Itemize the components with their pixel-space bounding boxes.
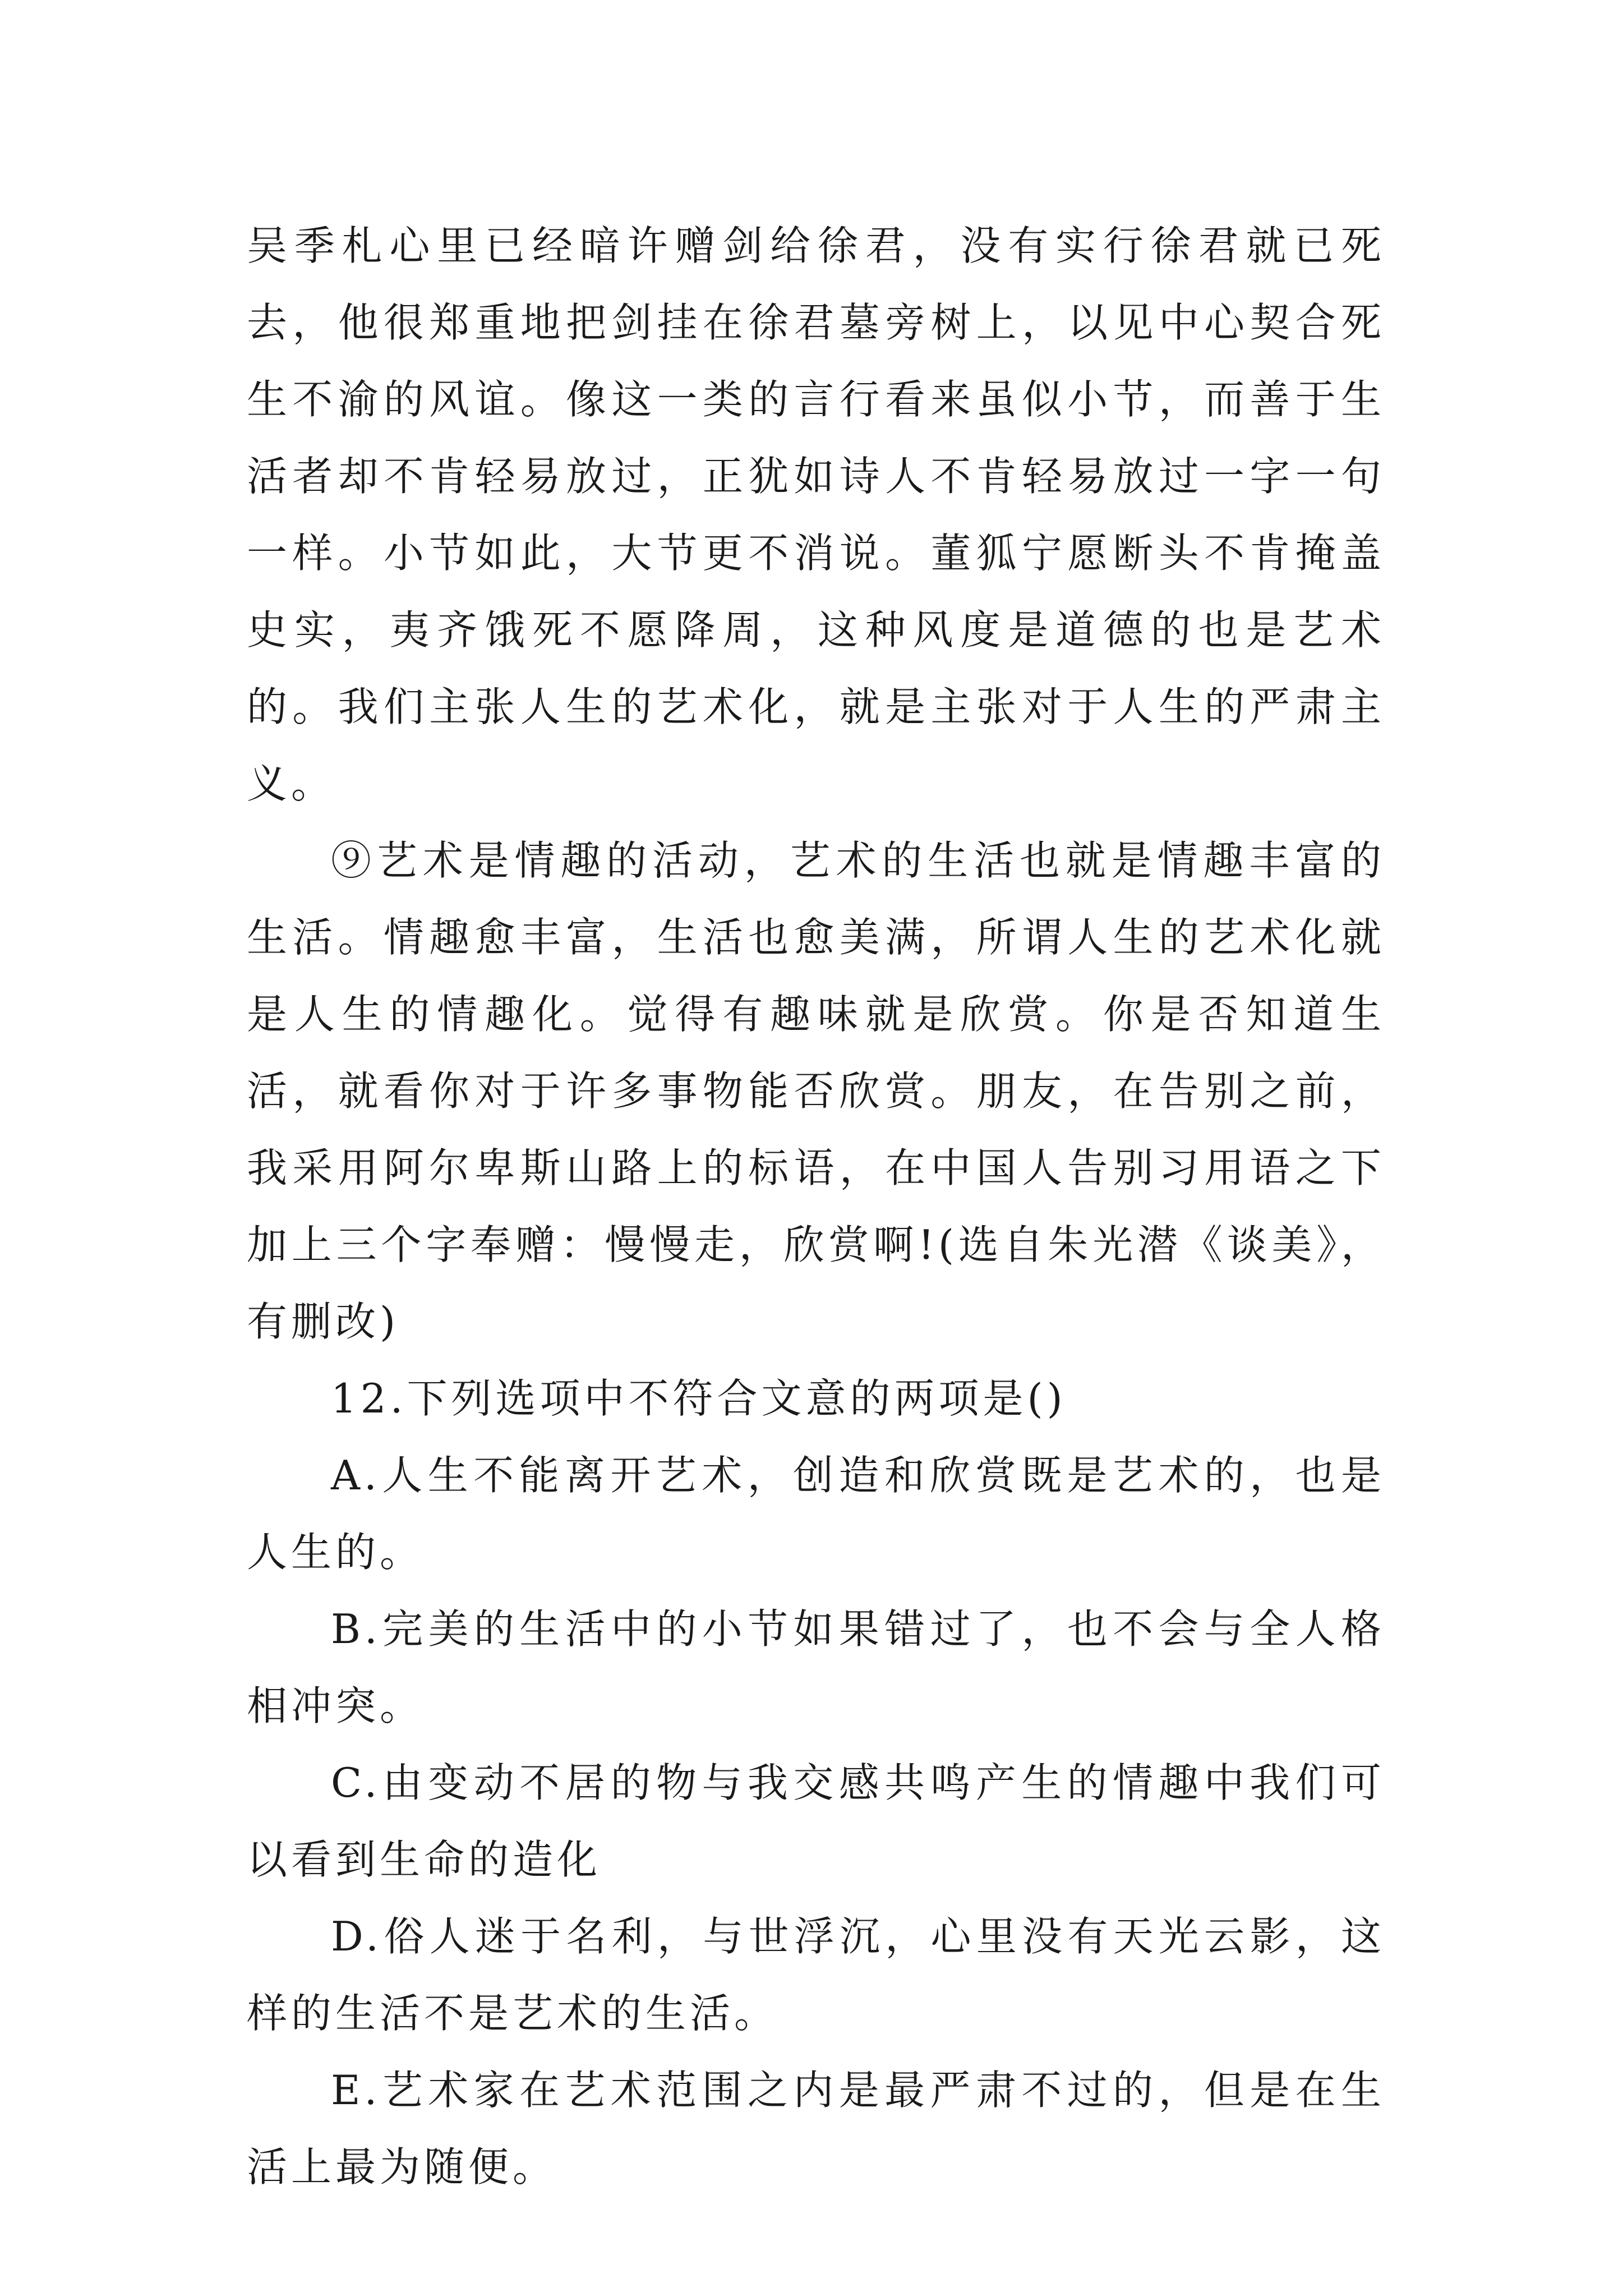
option-d: D.俗人迷于名利，与世浮沉，心里没有天光云影，这样的生活不是艺术的生活。: [247, 1913, 1385, 2037]
option-b: B.完美的生活中的小节如果错过了，也不会与全人格相冲突。: [247, 1605, 1385, 1729]
option-e: E.艺术家在艺术范围之内是最严肃不过的，但是在生活上最为随便。: [247, 2067, 1385, 2191]
option-c: C.由变动不居的物与我交感共鸣产生的情趣中我们可以看到生命的造化: [247, 1759, 1385, 1883]
paragraph-9: ⑨艺术是情趣的活动，艺术的生活也就是情趣丰富的生活。情趣愈丰富，生活也愈美满，所谓人生的艺术化就是人生的情趣化。觉得有趣味就是欣赏。你是否知道生活，就看你对于许多事物能否欣赏。朋友，在告别之前，我采用阿尔卑斯山路上的标语，在中国人告别习用语之下加上三个字奉赠：慢慢走，欣赏啊!(选自朱光潜《谈美》，有删改): [247, 837, 1385, 1345]
document-body: [247, 208, 1385, 2206]
option-a: A.人生不能离开艺术，创造和欣赏既是艺术的，也是人生的。: [247, 1452, 1385, 1576]
paragraph-continued: 吴季札心里已经暗许赠剑给徐君，没有实行徐君就已死去，他很郑重地把剑挂在徐君墓旁树上，以见中心契合死生不渝的风谊。像这一类的言行看来虽似小节，而善于生活者却不肯轻易放过，正犹如诗人不肯轻易放过一字一句一样。小节如此，大节更不消说。董狐宁愿断头不肯掩盖史实，夷齐饿死不愿降周，这种风度是道德的也是艺术的。我们主张人生的艺术化，就是主张对于人生的严肃主义。: [247, 222, 1385, 807]
question-stem: 12.下列选项中不符合文意的两项是(): [331, 1375, 1067, 1422]
